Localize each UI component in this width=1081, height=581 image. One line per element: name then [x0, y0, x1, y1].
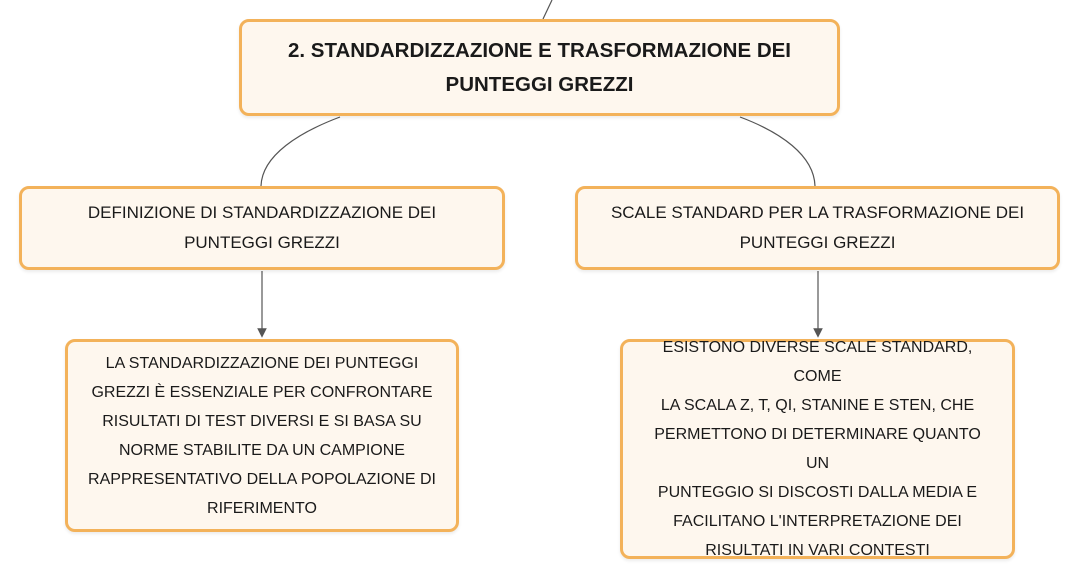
subtopic-node-standard-scales[interactable] — [575, 186, 1060, 270]
detail-line: FACILITANO L'INTERPRETAZIONE DEI — [673, 513, 962, 530]
detail-definition-text — [88, 349, 436, 523]
detail-line: RISULTATI DI TEST DIVERSI E SI BASA SU — [102, 412, 422, 430]
subtopic-definition-line-2: PUNTEGGI GREZZI — [184, 233, 340, 252]
detail-line: PERMETTONO DI DETERMINARE QUANTO UN — [654, 426, 981, 472]
main-topic-text — [288, 34, 791, 102]
subtopic-definition-line-1: DEFINIZIONE DI STANDARDIZZAZIONE DEI — [87, 203, 437, 222]
detail-line: ESISTONO DIVERSE SCALE STANDARD, COME — [662, 339, 973, 385]
detail-node-definition[interactable] — [65, 339, 459, 532]
detail-line: PUNTEGGIO SI DISCOSTI DALLA MEDIA E — [657, 484, 978, 501]
detail-line: GREZZI È ESSENZIALE PER CONFRONTARE — [91, 383, 433, 401]
connector-main-to-left — [261, 117, 340, 186]
main-topic-line-1: 2. STANDARDIZZAZIONE E TRASFORMAZIONE DEI — [287, 38, 791, 62]
detail-line: LA SCALA Z, T, QI, STANINE E STEN, CHE — [660, 397, 975, 414]
detail-line: RISULTATI IN VARI CONTESTI — [705, 542, 930, 559]
main-topic-line-2: PUNTEGGI GREZZI — [445, 72, 634, 96]
subtopic-standard-scales-line-2: PUNTEGGI GREZZI — [739, 233, 896, 252]
detail-line: RAPPRESENTATIVO DELLA POPOLAZIONE DI — [88, 470, 436, 488]
detail-standard-scales-text — [641, 333, 994, 565]
subtopic-standard-scales-text — [611, 198, 1024, 258]
connector-main-to-right — [740, 117, 815, 186]
parent-connector — [543, 0, 552, 19]
subtopic-node-definition[interactable] — [19, 186, 505, 270]
subtopic-definition-text — [88, 198, 436, 258]
detail-line: NORME STABILITE DA UN CAMPIONE — [119, 441, 405, 459]
main-topic-node[interactable] — [239, 19, 840, 116]
subtopic-standard-scales-line-1: SCALE STANDARD PER LA TRASFORMAZIONE DEI — [610, 203, 1025, 222]
detail-line: RIFERIMENTO — [207, 499, 317, 517]
detail-line: LA STANDARDIZZAZIONE DEI PUNTEGGI — [105, 354, 419, 372]
detail-node-standard-scales[interactable] — [620, 339, 1015, 559]
